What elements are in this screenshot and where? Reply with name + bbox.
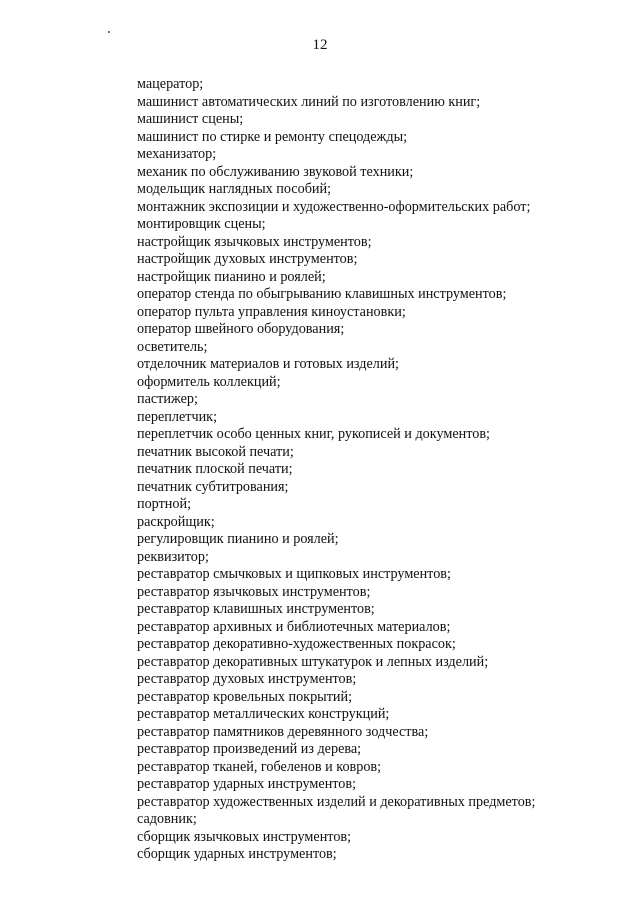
list-item: реставратор кровельных покрытий; <box>137 688 353 705</box>
list-item: реставратор ударных инструментов; <box>137 776 357 792</box>
list-item: машинист сцены; <box>137 111 244 127</box>
list-item: оформитель коллекций; <box>137 373 281 390</box>
list-item: портной; <box>137 496 192 512</box>
list-item: реставратор архивных и библиотечных материалов; <box>137 618 451 635</box>
list-item: машинист по стирке и ремонту спецодежды; <box>137 128 408 145</box>
list-item: реставратор произведений из дерева; <box>137 741 362 757</box>
list-item: реставратор клавишных инструментов; <box>137 601 375 617</box>
list-item: реставратор язычковых инструментов; <box>137 583 371 600</box>
list-item: сборщик ударных инструментов; <box>137 846 337 862</box>
list-item: настройщик духовых инструментов; <box>137 251 358 267</box>
list-item: реставратор декоративных штукатурок и лепных изделий; <box>137 653 489 670</box>
list-item: регулировщик пианино и роялей; <box>137 531 339 547</box>
list-item: раскройщик; <box>137 513 215 530</box>
list-item: реставратор металлических конструкций; <box>137 706 390 722</box>
list-item: реставратор декоративно-художественных покрасок; <box>137 636 456 652</box>
list-item: реквизитор; <box>137 548 209 565</box>
list-item: оператор стенда по обыгрыванию клавишных инструментов; <box>137 286 507 302</box>
list-item: машинист автоматических линий по изготовлению книг; <box>137 93 481 110</box>
list-item: оператор швейного оборудования; <box>137 321 345 337</box>
page-number: 12 <box>312 37 328 53</box>
list-item: переплетчик; <box>137 408 218 425</box>
list-item: модельщик наглядных пособий; <box>137 181 332 197</box>
occupation-list <box>137 76 627 864</box>
list-item: механизатор; <box>137 146 217 162</box>
list-item: реставратор смычковых и щипковых инструментов; <box>137 566 451 582</box>
list-item: сборщик язычковых инструментов; <box>137 828 352 845</box>
list-item: реставратор духовых инструментов; <box>137 671 357 687</box>
list-item: настройщик пианино и роялей; <box>137 268 326 285</box>
list-item: настройщик язычковых инструментов; <box>137 233 372 250</box>
list-item: реставратор памятников деревянного зодчества; <box>137 723 429 740</box>
list-item: мацератор; <box>137 76 204 92</box>
list-item: монтировщик сцены; <box>137 216 266 232</box>
list-item: переплетчик особо ценных книг, рукописей и документов; <box>137 426 490 442</box>
list-item: отделочник материалов и готовых изделий; <box>137 356 399 372</box>
list-item: печатник плоской печати; <box>137 461 293 477</box>
list-item: печатник субтитрования; <box>137 478 289 495</box>
list-item: монтажник экспозиции и художественно-оформительских работ; <box>137 198 531 215</box>
list-item: реставратор тканей, гобеленов и ковров; <box>137 758 382 775</box>
scan-speck <box>108 31 110 33</box>
list-item: реставратор художественных изделий и декоративных предметов; <box>137 793 536 810</box>
list-item: механик по обслуживанию звуковой техники; <box>137 163 414 180</box>
list-item: осветитель; <box>137 338 208 355</box>
list-item: печатник высокой печати; <box>137 443 294 460</box>
list-item: садовник; <box>137 811 197 827</box>
list-item: оператор пульта управления киноустановки; <box>137 303 406 320</box>
list-item: пастижер; <box>137 391 198 407</box>
